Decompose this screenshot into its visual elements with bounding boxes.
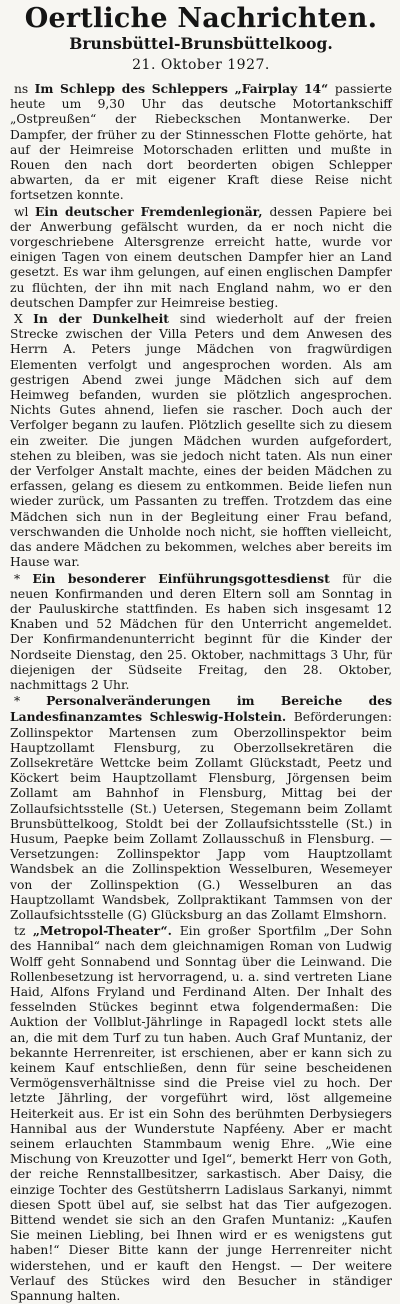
news-item-body: Beförderungen: Zollinspektor Martensen zum Oberzollinspektor beim Hauptzollamt Flensburg, zu Oberzollsekretären die Zollsekretäre Wettcke beim Zollamt Glückstadt, Peetz und Köckert beim Hauptzollamt Flensburg, Jörgensen beim Zollamt am Bahnhof in Flensburg, Mittag bei der Zollaufsichtsstelle (St.) Uetersen, Stegemann beim Zollamt Brunsbüttelkoog, Stoldt bei der Zollaufsichtsstelle (St.) in Husum, Paepke beim Zollamt Zollausschuß in Flensburg. — Versetzungen: Zollinspektor Japp vom Hauptzollamt Wandsbek an die Zollinspektion Wesselburen, Wesemeyer von der Zollinspektion (G.) Wesselburen an das Hauptzollamt Wandsbek, Zollpraktikant Tammsen von der Zollaufsichtsstelle (G) Glücksburg an das Zollamt Elmshorn. xyxy=(10,710,392,922)
author-mark: tz xyxy=(14,924,33,939)
news-item-headline: In der Dunkelheit xyxy=(33,311,180,327)
news-item-body: sind wiederholt auf der freien Strecke zwischen der Villa Peters und dem Anwesen des Herrn A. Peters junge Mädchen von fragwürdigen Elementen verfolgt und angesprochen worden. Als am gestrigen Abend zwei junge Mädchen sich auf dem Heimweg befanden, wurden sie plötzlich angesprochen. Nichts Gutes ahnend, liefen sie rascher. Doch auch der Verfolger begann zu laufen. Plötzlich gesellte sich zu diesem ein zweiter. Die jungen Mädchen wurden aufgefordert, stehen zu bleiben, was sie jedoch nicht taten. Als nun einer der Verfolger Anstalt machte, eines der beiden Mädchen zu erfassen, gelang es diesem zu entkommen. Beide liefen nun wieder zurück, um Passanten zu treffen. Trotzdem das eine Mädchen sich nun in der Begleitung einer Frau befand, verschwanden die Unholde noch nicht, sie hofften vielleicht, das andere Mädchen zu bekommen, welches aber bereits im Hause war. xyxy=(10,312,392,570)
news-column xyxy=(10,81,392,1304)
author-mark: ns xyxy=(14,82,35,96)
news-item-theater xyxy=(10,923,392,1304)
news-item-body: für die neuen Konfirmanden und deren Eltern soll am Sonntag in der Pauluskirche stattfinden. Es haben sich insgesamt 12 Knaben und 52 Mädchen für den Unterricht angemeldet. Der Konfirmandenunterricht beginnt für die Kinder der Nordseite Dienstag, den 25. Oktober, nachmittags 3 Uhr, für diejenigen der Südseite Freitag, den 28. Oktober, nachmittags 2 Uhr. xyxy=(10,571,392,692)
news-item-body: passierte heute um 9,30 Uhr das deutsche Motortankschiff „Ostpreußen“ der Riebeckschen Montanwerke. Der Dampfer, der früher zu der Stinnesschen Flotte gehörte, hat auf der Heimreise Motorschaden erlitten und mußte in Rouen den nach dort beorderten obigen Schlepper abwarten, da er mit eigener Kraft diese Reise nicht fortsetzen konnte. xyxy=(10,82,393,203)
news-item-headline: Ein besonderer Einführungsgottesdienst xyxy=(32,570,343,586)
masthead xyxy=(10,4,392,75)
news-item-headline: Ein deutscher Fremdenlegionär, xyxy=(35,203,270,219)
news-item-darkness xyxy=(10,311,392,570)
author-mark: * xyxy=(14,571,33,586)
news-item-personnel xyxy=(10,693,392,923)
news-item-legionnaire xyxy=(10,204,392,311)
news-item-headline: „Metropol-Theater“. xyxy=(32,923,180,939)
news-item-ship xyxy=(10,81,392,204)
location-heading: Brunsbüttel-Brunsbüttelkoog. xyxy=(69,34,333,53)
author-mark: wl xyxy=(14,204,36,219)
news-item-body: dessen Papiere bei der Anwerbung gefälscht wurden, da er noch nicht die vorgeschriebene Altersgrenze erreicht hatte, wurde vor einigen Tagen von einem deutschen Dampfer hier an Land gesetzt. Es war ihm gelungen, auf einen englischen Dampfer zu flüchten, der ihn mit nach England nahm, wo er den deutschen Dampfer zur Heimreise bestieg. xyxy=(10,204,392,310)
news-item-headline: Personalveränderungen im Bereiche des Landesfinanzamtes Schleswig-Holstein. xyxy=(10,693,392,725)
news-item-headline: Im Schlepp des Schleppers „Fairplay 14“ xyxy=(34,81,335,96)
author-mark: * xyxy=(14,694,47,709)
dateline: 21. Oktober 1927. xyxy=(132,57,270,73)
page-title: Oertliche Nachrichten. xyxy=(24,3,378,34)
author-mark: X xyxy=(14,312,34,327)
news-item-body: Ein großer Sportfilm „Der Sohn des Hannibal“ nach dem gleichnamigen Roman von Ludwig Wolff geht Sonnabend und Sonntag über die Leinwand. Die Rollenbesetzung ist hervorragend, u. a. sind vertreten Liane Haid, Alfons Fryland und Ferdinand Alten. Der Inhalt des fesselnden Stückes beginnt etwa folgendermaßen: Die Auktion der Vollblut-Jährlinge in Rapagedl lockt stets alle an, die mit dem Turf zu tun haben. Auch Graf Muntaniz, der bekannte Herrenreiter, ist erschienen, aber er kann sich zu keinem Kauf entschließen, denn für seine bescheidenen Vermögensverhältnisse sind die Preise viel zu hoch. Der letzte Jährling, der vorgeführt wird, löst allgemeine Heiterkeit aus. Er ist ein Sohn des berühmten Derbysiegers Hannibal aus der Wunderstute Napféeny. Aber er macht seinem erlauchten Stammbaum wenig Ehre. „Wie eine Mischung von Kreuzotter und Igel“, bemerkt Herr von Goth, der reiche Rennstallbesitzer, sarkastisch. Aber Daisy, die einzige Tochter des Gestütsherrn Ladislaus Sarkanyi, nimmt diesen Spott übel auf, sie selbst hat das Tier aufgezogen. Bittend wendet sie sich an den Grafen Muntaniz: „Kaufen Sie meinen Liebling, bei Ihnen wird er es wenigstens gut haben!“ Dieser Bitte kann der junge Herrenreiter nicht widerstehen, und er kauft den Hengst. — Der weitere Verlauf des Stückes wird den Besucher in ständiger Spannung halten. xyxy=(10,924,392,1304)
news-item-church-service xyxy=(10,571,392,694)
